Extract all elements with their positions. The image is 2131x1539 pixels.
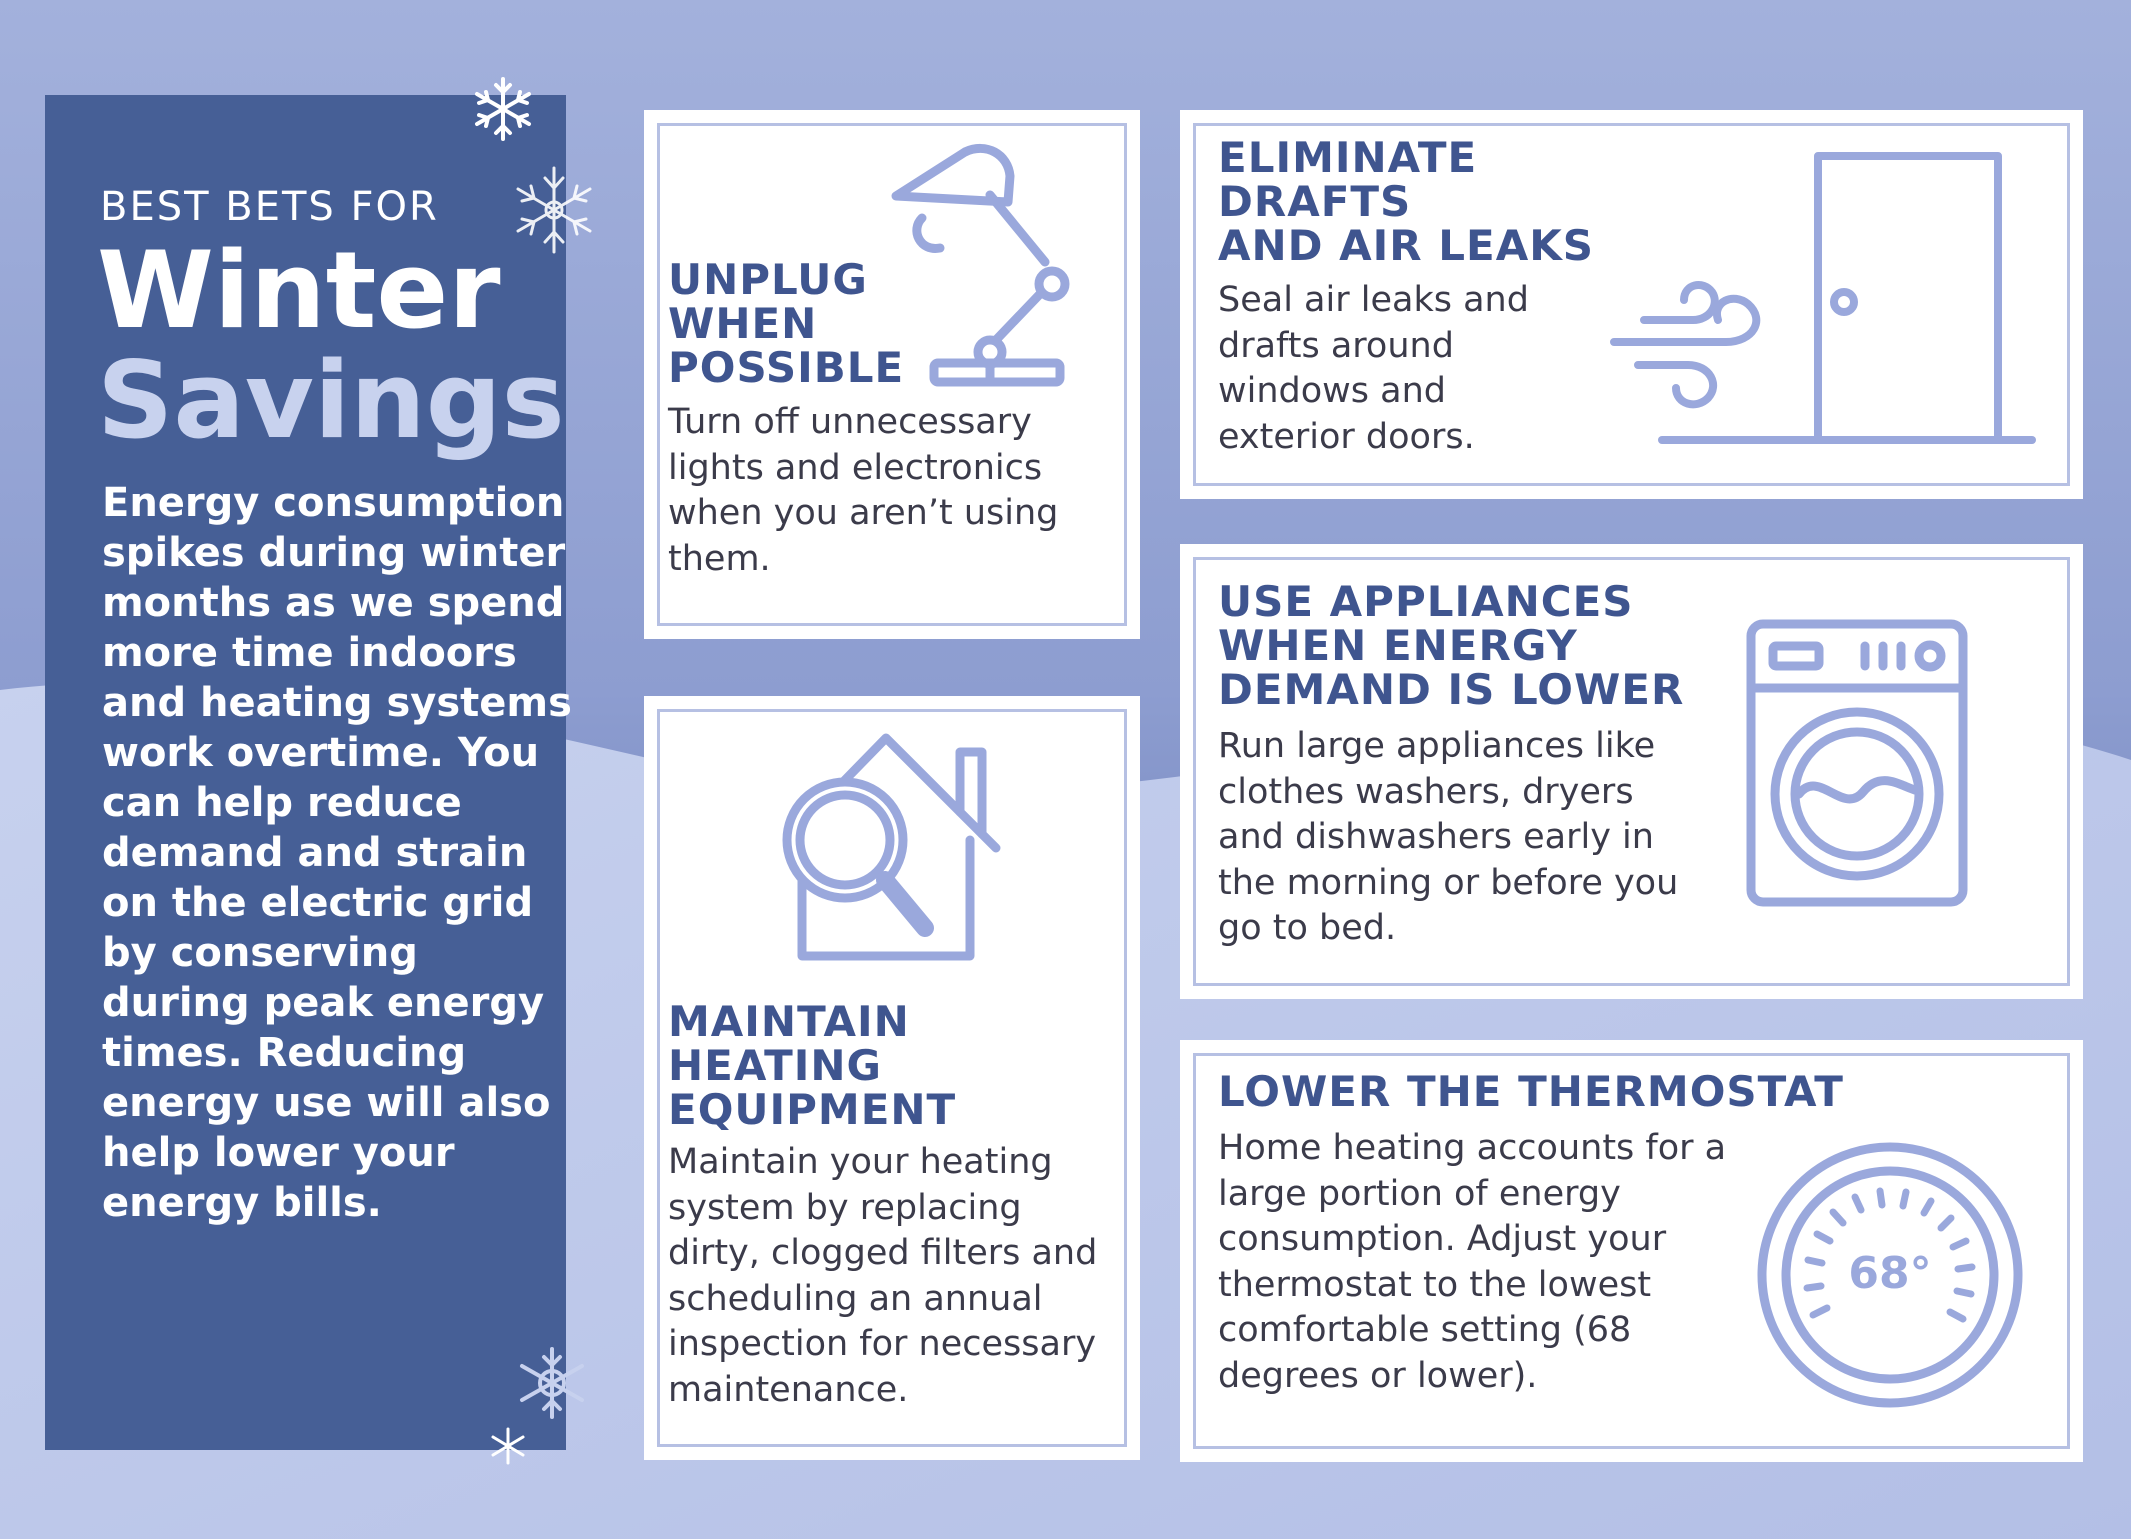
tip-heading-thermostat: LOWER THE THERMOSTAT <box>1218 1067 1844 1116</box>
tip-heading-appliances: USE APPLIANCES WHEN ENERGY DEMAND IS LOWER <box>1218 577 1685 714</box>
intro-title-winter: Winter <box>97 229 501 352</box>
tip-body-thermostat: Home heating accounts for a large portion of energy consumption. Adjust your thermostat to the lowest comfortable setting (68 degrees or lower). <box>1218 1128 1727 1396</box>
tip-heading-drafts: ELIMINATE DRAFTS AND AIR LEAKS <box>1218 133 1594 270</box>
washing-machine-icon <box>1745 618 1970 908</box>
snowflake-icon <box>508 164 600 256</box>
intro-title-savings: Savings <box>97 339 565 462</box>
snowflake-icon <box>488 1426 528 1466</box>
desk-lamp-icon <box>890 140 1100 390</box>
tip-body-unplug: Turn off unnecessary lights and electronics when you aren’t using them. <box>668 402 1059 579</box>
tip-heading-unplug: UNPLUG WHEN POSSIBLE <box>668 255 905 392</box>
snowflake-icon <box>513 1344 591 1422</box>
tip-body-maintain: Maintain your heating system by replacing dirty, clogged filters and scheduling an annual inspection for necessary maintenance. <box>668 1142 1098 1410</box>
house-inspection-icon <box>760 730 1010 970</box>
intro-kicker: BEST BETS FOR <box>100 184 439 230</box>
snowflake-icon <box>468 74 538 144</box>
intro-body: Energy consumption spikes during winter months as we spend more time indoors and heating systems work overtime. You can help reduce demand and strain on the electric grid by conserving during peak energy times. Reducing energy use will also help lower your energy bills. <box>102 480 572 1226</box>
door-draft-icon <box>1608 150 2038 450</box>
thermostat-icon <box>1755 1140 2025 1410</box>
tip-body-drafts: Seal air leaks and drafts around windows and exterior doors. <box>1218 280 1529 457</box>
tip-heading-maintain: MAINTAIN HEATING EQUIPMENT <box>668 997 957 1134</box>
tip-body-appliances: Run large appliances like clothes washers, dryers and dishwashers early in the morning or before you go to bed. <box>1218 726 1679 948</box>
thermostat-display: 68° <box>1848 1248 1932 1299</box>
